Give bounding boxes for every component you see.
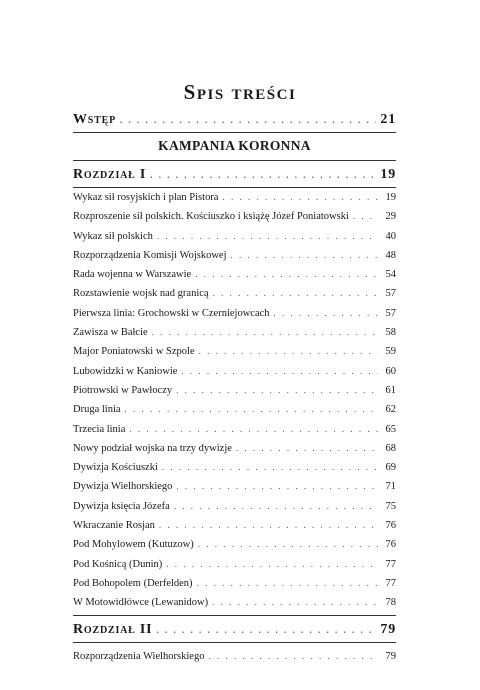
toc-entry-page: 29 — [385, 211, 396, 223]
toc-entry-page: 48 — [385, 249, 396, 261]
toc-entry-page: 65 — [385, 423, 396, 435]
toc-entry-page: 57 — [385, 307, 396, 319]
toc-entry-page: 68 — [385, 442, 396, 454]
page-title: Spis treści — [183, 80, 297, 104]
chapter-label: Rozdział I — [73, 167, 147, 182]
dot-leader — [159, 516, 378, 535]
toc-entry — [73, 265, 396, 284]
dot-leader — [176, 381, 378, 400]
toc-entry-label: Rozproszenie sił polskich. Kościuszko i książę Józef Poniatowski — [73, 211, 349, 223]
dot-leader — [176, 477, 378, 496]
toc-entry-page: 75 — [385, 500, 396, 512]
dot-leader — [236, 439, 378, 458]
toc-entry — [73, 381, 396, 400]
chapter-entries — [73, 188, 396, 613]
toc-entry-label: Nowy podział wojska na trzy dywizje — [73, 442, 232, 454]
toc-entry-label: Rozporządzenia Wielhorskiego — [73, 650, 205, 662]
toc-entry — [73, 458, 396, 477]
toc-entry-page: 77 — [385, 558, 396, 570]
toc-entry-label: Lubowidzki w Kaniowie — [73, 365, 178, 377]
toc-entry-label: Piotrowski w Pawłoczy — [73, 384, 173, 396]
toc-entry-page: 60 — [385, 365, 396, 377]
dot-leader — [353, 207, 378, 226]
toc-entry — [73, 323, 396, 342]
toc-entry-label: Rada wojenna w Warszawie — [73, 269, 192, 281]
dot-leader — [208, 647, 378, 666]
toc-entry — [73, 497, 396, 516]
table-of-contents — [73, 112, 396, 666]
dot-leader — [125, 400, 378, 419]
toc-entry-label: Zawisza w Bałcie — [73, 327, 148, 339]
divider — [73, 132, 396, 133]
toc-entry — [73, 342, 396, 361]
toc-entry — [73, 188, 396, 207]
dot-leader — [156, 625, 376, 635]
toc-entry — [73, 439, 396, 458]
toc-entry-label: Major Poniatowski w Szpole — [73, 346, 195, 358]
dot-leader — [174, 497, 378, 516]
toc-entry — [73, 207, 396, 226]
toc-entry-label: Rozstawienie wojsk nad granicą — [73, 288, 209, 300]
dot-leader — [166, 555, 378, 574]
toc-entry — [73, 304, 396, 323]
toc-entry — [73, 362, 396, 381]
toc-entry-page: 77 — [385, 577, 396, 589]
toc-entry-page: 57 — [385, 288, 396, 300]
toc-intro-label: Wstęp — [73, 112, 117, 127]
dot-leader — [181, 362, 378, 381]
toc-entry — [73, 535, 396, 554]
dot-leader — [197, 574, 378, 593]
toc-entry — [73, 593, 396, 612]
part-heading: KAMPANIA KORONNA — [158, 138, 311, 153]
chapter-page: 79 — [380, 621, 396, 637]
toc-entry — [73, 647, 396, 666]
toc-intro-row — [73, 112, 396, 128]
dot-leader — [212, 593, 378, 612]
toc-entry-label: Pod Kośnicą (Dunin) — [73, 558, 163, 570]
dot-leader — [129, 420, 378, 439]
toc-entry-page: 78 — [385, 597, 396, 609]
toc-entry-page: 71 — [385, 481, 396, 493]
chapter-heading-row — [73, 622, 396, 638]
dot-leader — [162, 458, 378, 477]
toc-entry-page: 62 — [385, 404, 396, 416]
toc-entry-page: 40 — [385, 230, 396, 242]
dot-leader — [231, 246, 378, 265]
dot-leader — [222, 188, 378, 207]
toc-entry — [73, 227, 396, 246]
toc-entry-label: Druga linia — [73, 404, 121, 416]
toc-entry-page: 59 — [385, 346, 396, 358]
toc-entry-label: W Motowidłówce (Lewanidow) — [73, 597, 209, 609]
toc-entry — [73, 555, 396, 574]
dot-leader — [150, 170, 376, 180]
toc-entry — [73, 284, 396, 303]
dot-leader — [213, 284, 378, 303]
toc-entry-label: Trzecia linia — [73, 423, 126, 435]
toc-entry — [73, 516, 396, 535]
dot-leader — [198, 535, 378, 554]
toc-entry-page: 54 — [385, 269, 396, 281]
chapter-page: 19 — [380, 167, 396, 182]
dot-leader — [120, 115, 376, 125]
toc-entry-page: 76 — [385, 520, 396, 532]
dot-leader — [274, 304, 378, 323]
toc-entry-page: 58 — [385, 327, 396, 339]
toc-entry — [73, 400, 396, 419]
toc-entry-label: Wkraczanie Rosjan — [73, 520, 155, 532]
toc-entry-label: Wykaz sił rosyjskich i plan Pistora — [73, 192, 219, 203]
dot-leader — [199, 342, 378, 361]
toc-entry-label: Pod Mohylowem (Kutuzow) — [73, 539, 194, 551]
toc-entry-label: Dywizja Wielhorskiego — [73, 481, 173, 493]
toc-entry — [73, 246, 396, 265]
toc-entry-page: 69 — [385, 462, 396, 474]
toc-entry-label: Wykaz sił polskich — [73, 230, 153, 242]
toc-intro-page: 21 — [380, 112, 396, 127]
chapter-heading-row — [73, 167, 396, 183]
toc-entry-page: 61 — [385, 384, 396, 396]
toc-entry — [73, 420, 396, 439]
toc-entry-page: 19 — [385, 192, 396, 203]
toc-entry-label: Rozporządzenia Komisji Wojskowej — [73, 249, 227, 261]
dot-leader — [195, 265, 378, 284]
toc-entry — [73, 477, 396, 496]
toc-entry — [73, 574, 396, 593]
dot-leader — [152, 323, 378, 342]
dot-leader — [157, 227, 378, 246]
toc-entry-page: 79 — [385, 650, 396, 662]
toc-entry-label: Dywizja Kościuszki — [73, 462, 158, 474]
chapter-label: Rozdział II — [73, 621, 153, 637]
toc-entry-label: Pod Bohopolem (Derfelden) — [73, 577, 193, 589]
toc-entry-label: Dywizja księcia Józefa — [73, 500, 170, 512]
toc-entry-label: Pierwsza linia: Grochowski w Czerniejowcach — [73, 307, 270, 319]
toc-entry-page: 76 — [385, 539, 396, 551]
